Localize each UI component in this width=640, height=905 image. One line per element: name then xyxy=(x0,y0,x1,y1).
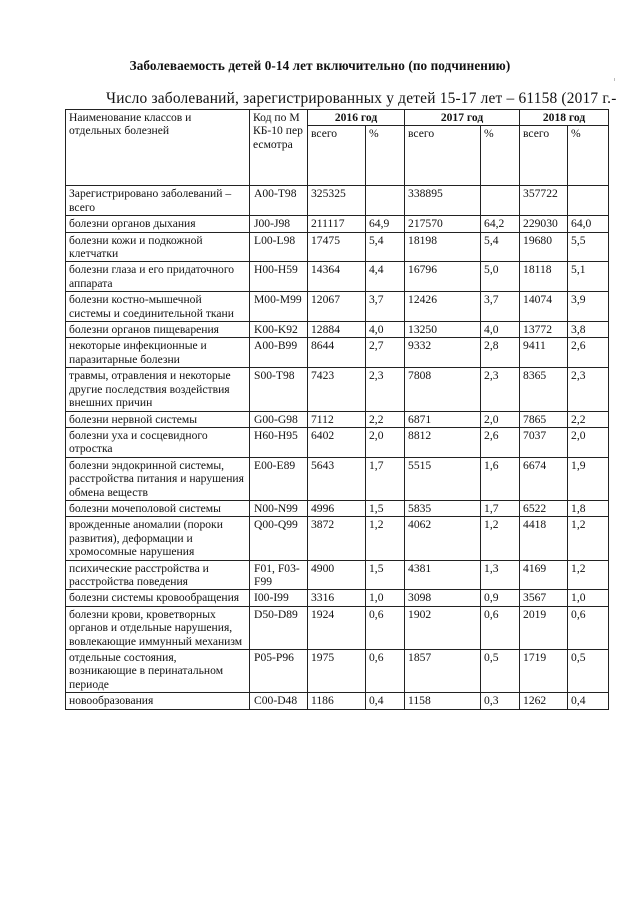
row-percent-2017: 64,2 xyxy=(481,216,520,232)
row-percent-2016: 0,4 xyxy=(366,693,405,709)
row-percent-2017: 4,0 xyxy=(481,322,520,338)
header-total-2018: всего xyxy=(520,126,568,186)
row-percent-2018: 2,0 xyxy=(568,427,609,457)
row-percent-2017: 3,7 xyxy=(481,292,520,322)
row-total-2018: 6522 xyxy=(520,500,568,516)
row-total-2017: 6871 xyxy=(405,411,481,427)
row-total-2018: 14074 xyxy=(520,292,568,322)
row-total-2017: 217570 xyxy=(405,216,481,232)
row-percent-2017: 1,7 xyxy=(481,500,520,516)
row-total-2017: 7808 xyxy=(405,368,481,411)
row-name: болезни мочеполовой системы xyxy=(66,500,250,516)
row-percent-2018: 2,3 xyxy=(568,368,609,411)
row-total-2016: 211117 xyxy=(308,216,366,232)
row-percent-2017: 0,5 xyxy=(481,650,520,693)
table-row xyxy=(66,292,609,322)
header-code: Код по МКБ-10 пересмотра xyxy=(250,110,308,186)
row-percent-2017: 2,6 xyxy=(481,427,520,457)
row-total-2018: 18118 xyxy=(520,262,568,292)
row-percent-2018: 1,8 xyxy=(568,500,609,516)
row-code: Q00-Q99 xyxy=(250,517,308,560)
row-total-2016: 4996 xyxy=(308,500,366,516)
row-total-2016: 6402 xyxy=(308,427,366,457)
row-total-2016: 1924 xyxy=(308,606,366,649)
row-total-2016: 4900 xyxy=(308,560,366,590)
row-percent-2018: 2,2 xyxy=(568,411,609,427)
row-total-2018: 6674 xyxy=(520,457,568,500)
row-total-2018: 1262 xyxy=(520,693,568,709)
row-percent-2018: 1,2 xyxy=(568,517,609,560)
document-title: Заболеваемость детей 0-14 лет включительно (по подчинению) xyxy=(129,58,511,73)
row-total-2018: 8365 xyxy=(520,368,568,411)
row-code: S00-T98 xyxy=(250,368,308,411)
row-code: F01, F03-F99 xyxy=(250,560,308,590)
row-percent-2018: 1,0 xyxy=(568,590,609,606)
row-name: Зарегистрировано заболеваний – всего xyxy=(66,186,250,216)
row-name: отдельные состояния, возникающие в перинатальном периоде xyxy=(66,650,250,693)
row-name: болезни уха и сосцевидного отростка xyxy=(66,427,250,457)
table-row xyxy=(66,590,609,606)
row-name: травмы, отравления и некоторые другие последствия воздействия внешних причин xyxy=(66,368,250,411)
row-total-2017: 18198 xyxy=(405,232,481,262)
row-percent-2016: 0,6 xyxy=(366,606,405,649)
row-name: болезни органов пищеварения xyxy=(66,322,250,338)
row-code: A00-T98 xyxy=(250,186,308,216)
row-percent-2018: 64,0 xyxy=(568,216,609,232)
row-total-2018: 229030 xyxy=(520,216,568,232)
row-percent-2017: 1,2 xyxy=(481,517,520,560)
row-percent-2017: 2,3 xyxy=(481,368,520,411)
morbidity-table xyxy=(65,109,609,710)
row-total-2017: 4062 xyxy=(405,517,481,560)
row-percent-2018: 2,6 xyxy=(568,338,609,368)
row-percent-2017: 0,6 xyxy=(481,606,520,649)
row-name: психические расстройства и расстройства поведения xyxy=(66,560,250,590)
row-total-2017: 8812 xyxy=(405,427,481,457)
table-row xyxy=(66,693,609,709)
header-percent-2018: % xyxy=(568,126,609,186)
row-percent-2017: 2,8 xyxy=(481,338,520,368)
row-name: болезни глаза и его придаточного аппарата xyxy=(66,262,250,292)
row-percent-2018: 5,5 xyxy=(568,232,609,262)
row-percent-2016: 1,5 xyxy=(366,500,405,516)
row-total-2018: 19680 xyxy=(520,232,568,262)
row-code: H60-H95 xyxy=(250,427,308,457)
row-percent-2016: 0,6 xyxy=(366,650,405,693)
row-name: болезни костно-мышечной системы и соединительной ткани xyxy=(66,292,250,322)
row-percent-2016: 4,4 xyxy=(366,262,405,292)
row-name: болезни крови, кроветворных органов и отдельные нарушения, вовлекающие иммунный механизм xyxy=(66,606,250,649)
row-percent-2018: 5,1 xyxy=(568,262,609,292)
row-name: болезни системы кровообращения xyxy=(66,590,250,606)
table-row xyxy=(66,560,609,590)
row-percent-2018: 3,9 xyxy=(568,292,609,322)
row-total-2017: 5515 xyxy=(405,457,481,500)
row-code: A00-B99 xyxy=(250,338,308,368)
row-percent-2016: 3,7 xyxy=(366,292,405,322)
row-percent-2016: 1,0 xyxy=(366,590,405,606)
row-total-2016: 3872 xyxy=(308,517,366,560)
row-percent-2016: 1,2 xyxy=(366,517,405,560)
row-code: M00-M99 xyxy=(250,292,308,322)
row-percent-2017 xyxy=(481,186,520,216)
header-name: Наименование классов и отдельных болезней xyxy=(66,110,250,186)
row-total-2016: 12884 xyxy=(308,322,366,338)
row-total-2018: 7865 xyxy=(520,411,568,427)
row-code: L00-L98 xyxy=(250,232,308,262)
table-row xyxy=(66,186,609,216)
table-row xyxy=(66,606,609,649)
row-name: болезни эндокринной системы, расстройства питания и нарушения обмена веществ xyxy=(66,457,250,500)
table-row xyxy=(66,650,609,693)
header-row-years xyxy=(66,110,609,126)
row-percent-2017: 5,4 xyxy=(481,232,520,262)
row-percent-2018: 3,8 xyxy=(568,322,609,338)
row-total-2016: 325325 xyxy=(308,186,366,216)
row-code: D50-D89 xyxy=(250,606,308,649)
table-row xyxy=(66,411,609,427)
row-name: новообразования xyxy=(66,693,250,709)
row-percent-2016: 64,9 xyxy=(366,216,405,232)
header-year-2018: 2018 год xyxy=(520,110,609,126)
row-total-2016: 7112 xyxy=(308,411,366,427)
row-code: E00-E89 xyxy=(250,457,308,500)
row-name: врожденные аномалии (пороки развития), деформации и хромосомные нарушения xyxy=(66,517,250,560)
row-percent-2016: 2,0 xyxy=(366,427,405,457)
row-percent-2017: 2,0 xyxy=(481,411,520,427)
row-name: некоторые инфекционные и паразитарные болезни xyxy=(66,338,250,368)
table-row xyxy=(66,322,609,338)
row-total-2017: 12426 xyxy=(405,292,481,322)
row-code: C00-D48 xyxy=(250,693,308,709)
row-percent-2018: 0,5 xyxy=(568,650,609,693)
row-code: G00-G98 xyxy=(250,411,308,427)
row-total-2016: 17475 xyxy=(308,232,366,262)
row-total-2018: 1719 xyxy=(520,650,568,693)
row-total-2016: 3316 xyxy=(308,590,366,606)
row-total-2016: 12067 xyxy=(308,292,366,322)
row-total-2017: 9332 xyxy=(405,338,481,368)
row-percent-2018: 0,4 xyxy=(568,693,609,709)
row-percent-2018: 1,9 xyxy=(568,457,609,500)
row-total-2017: 3098 xyxy=(405,590,481,606)
row-code: I00-I99 xyxy=(250,590,308,606)
row-total-2016: 5643 xyxy=(308,457,366,500)
row-percent-2016: 2,7 xyxy=(366,338,405,368)
row-percent-2016: 2,2 xyxy=(366,411,405,427)
row-total-2016: 1975 xyxy=(308,650,366,693)
row-percent-2018: 1,2 xyxy=(568,560,609,590)
row-total-2016: 1186 xyxy=(308,693,366,709)
table-row xyxy=(66,368,609,411)
row-percent-2016: 1,7 xyxy=(366,457,405,500)
row-percent-2017: 1,3 xyxy=(481,560,520,590)
table-row xyxy=(66,232,609,262)
row-name: болезни кожи и подкожной клетчатки xyxy=(66,232,250,262)
row-percent-2018 xyxy=(568,186,609,216)
row-total-2016: 14364 xyxy=(308,262,366,292)
header-year-2016: 2016 год xyxy=(308,110,405,126)
row-total-2017: 338895 xyxy=(405,186,481,216)
row-total-2018: 4418 xyxy=(520,517,568,560)
row-percent-2018: 0,6 xyxy=(568,606,609,649)
row-total-2018: 9411 xyxy=(520,338,568,368)
document-subtitle: Число заболеваний, зарегистрированных у детей 15-17 лет – 61158 (2017 г.- xyxy=(106,90,617,107)
row-percent-2016: 1,5 xyxy=(366,560,405,590)
row-total-2018: 2019 xyxy=(520,606,568,649)
row-percent-2016 xyxy=(366,186,405,216)
row-total-2018: 4169 xyxy=(520,560,568,590)
row-code: N00-N99 xyxy=(250,500,308,516)
row-total-2016: 7423 xyxy=(308,368,366,411)
row-code: P05-P96 xyxy=(250,650,308,693)
row-percent-2016: 4,0 xyxy=(366,322,405,338)
row-name: болезни органов дыхания xyxy=(66,216,250,232)
row-total-2017: 1857 xyxy=(405,650,481,693)
row-name: болезни нервной системы xyxy=(66,411,250,427)
row-total-2017: 1158 xyxy=(405,693,481,709)
table-row xyxy=(66,517,609,560)
row-total-2018: 7037 xyxy=(520,427,568,457)
header-percent-2017: % xyxy=(481,126,520,186)
table-row xyxy=(66,500,609,516)
row-percent-2017: 5,0 xyxy=(481,262,520,292)
header-percent-2016: % xyxy=(366,126,405,186)
row-total-2017: 16796 xyxy=(405,262,481,292)
row-total-2017: 1902 xyxy=(405,606,481,649)
row-total-2018: 13772 xyxy=(520,322,568,338)
row-percent-2016: 2,3 xyxy=(366,368,405,411)
table-body xyxy=(66,186,609,709)
row-percent-2017: 0,9 xyxy=(481,590,520,606)
row-percent-2016: 5,4 xyxy=(366,232,405,262)
row-percent-2017: 0,3 xyxy=(481,693,520,709)
row-total-2017: 13250 xyxy=(405,322,481,338)
row-total-2017: 5835 xyxy=(405,500,481,516)
row-percent-2017: 1,6 xyxy=(481,457,520,500)
row-total-2018: 357722 xyxy=(520,186,568,216)
scan-mark xyxy=(614,78,615,81)
header-year-2017: 2017 год xyxy=(405,110,520,126)
header-total-2016: всего xyxy=(308,126,366,186)
row-code: K00-K92 xyxy=(250,322,308,338)
row-code: H00-H59 xyxy=(250,262,308,292)
row-total-2016: 8644 xyxy=(308,338,366,368)
row-code: J00-J98 xyxy=(250,216,308,232)
table-row xyxy=(66,457,609,500)
table-row xyxy=(66,262,609,292)
table-row xyxy=(66,427,609,457)
table-row xyxy=(66,216,609,232)
table-row xyxy=(66,338,609,368)
header-total-2017: всего xyxy=(405,126,481,186)
row-total-2017: 4381 xyxy=(405,560,481,590)
row-total-2018: 3567 xyxy=(520,590,568,606)
